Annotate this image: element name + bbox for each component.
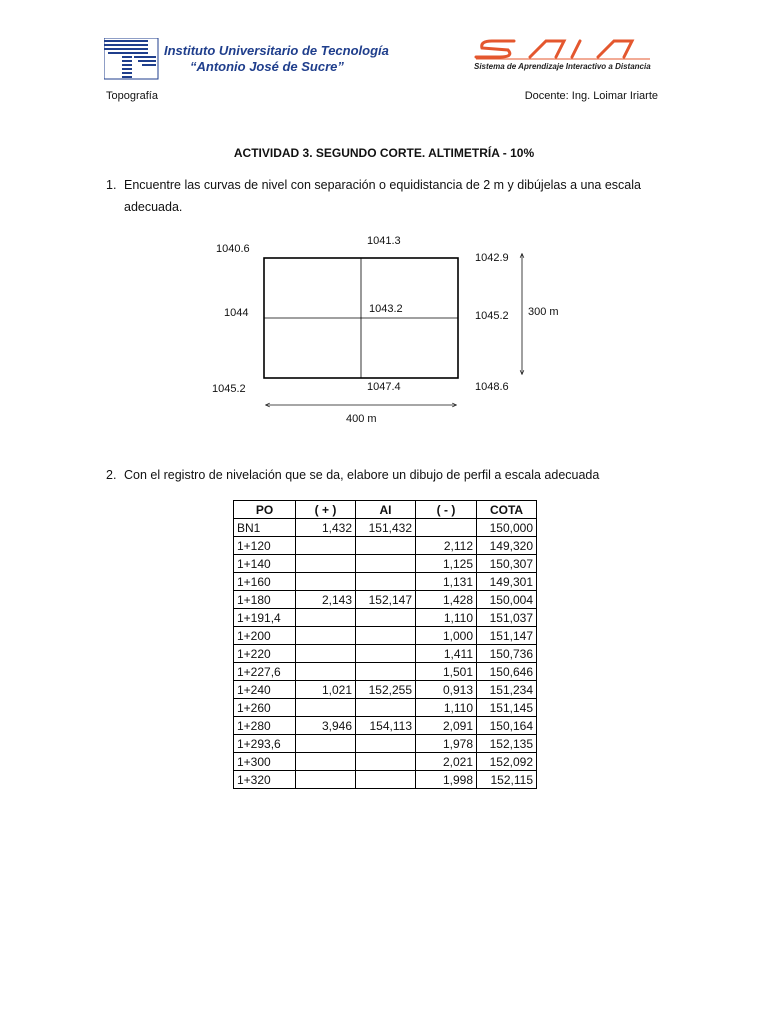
table-cell bbox=[296, 663, 356, 681]
elevation-mid-left: 1044 bbox=[224, 307, 249, 319]
teacher-label: Docente: Ing. Loimar Iriarte bbox=[524, 90, 658, 102]
height-label: 300 m bbox=[528, 306, 559, 318]
column-header-plus: ( + ) bbox=[296, 501, 356, 519]
table-row bbox=[234, 591, 537, 609]
table-row bbox=[234, 699, 537, 717]
table-cell bbox=[356, 735, 416, 753]
table-cell: 152,135 bbox=[477, 735, 537, 753]
table-cell: 149,320 bbox=[477, 537, 537, 555]
table-cell: 3,946 bbox=[296, 717, 356, 735]
table-cell: 151,432 bbox=[356, 519, 416, 537]
table-cell: 1+140 bbox=[234, 555, 296, 573]
table-cell bbox=[356, 537, 416, 555]
table-cell: 151,145 bbox=[477, 699, 537, 717]
table-cell: 1,998 bbox=[416, 771, 477, 789]
table-cell: BN1 bbox=[234, 519, 296, 537]
table-row bbox=[234, 771, 537, 789]
table-cell: 1+293,6 bbox=[234, 735, 296, 753]
table-cell: 150,164 bbox=[477, 717, 537, 735]
table-cell: 152,255 bbox=[356, 681, 416, 699]
table-cell bbox=[356, 753, 416, 771]
table-cell bbox=[296, 573, 356, 591]
table-cell bbox=[356, 627, 416, 645]
elevation-bottom-mid: 1047.4 bbox=[367, 381, 401, 393]
table-cell: 2,091 bbox=[416, 717, 477, 735]
table-cell bbox=[296, 771, 356, 789]
table-cell: 151,147 bbox=[477, 627, 537, 645]
table-row bbox=[234, 573, 537, 591]
elevation-top-right: 1042.9 bbox=[475, 252, 509, 264]
table-cell: 150,004 bbox=[477, 591, 537, 609]
table-cell: 1,125 bbox=[416, 555, 477, 573]
table-cell: 1+260 bbox=[234, 699, 296, 717]
table-cell bbox=[296, 735, 356, 753]
table-row bbox=[234, 555, 537, 573]
table-cell bbox=[296, 699, 356, 717]
table-row bbox=[234, 537, 537, 555]
table-row bbox=[234, 519, 537, 537]
table-cell: 1,131 bbox=[416, 573, 477, 591]
table-row bbox=[234, 609, 537, 627]
table-cell: 2,143 bbox=[296, 591, 356, 609]
table-header-row bbox=[234, 501, 537, 519]
table-cell bbox=[356, 663, 416, 681]
table-cell bbox=[296, 555, 356, 573]
saia-logo-icon bbox=[474, 38, 654, 60]
table-cell: 1+220 bbox=[234, 645, 296, 663]
table-cell: 1+227,6 bbox=[234, 663, 296, 681]
institution-name: Instituto Universitario de Tecnología bbox=[164, 43, 389, 58]
table-cell: 1+191,4 bbox=[234, 609, 296, 627]
table-cell bbox=[296, 753, 356, 771]
table-row bbox=[234, 663, 537, 681]
institute-logo-icon bbox=[104, 38, 160, 80]
table-cell bbox=[296, 645, 356, 663]
table-cell bbox=[356, 609, 416, 627]
table-cell: 150,307 bbox=[477, 555, 537, 573]
table-cell: 150,736 bbox=[477, 645, 537, 663]
table-row bbox=[234, 627, 537, 645]
table-cell bbox=[356, 645, 416, 663]
subject-label: Topografía bbox=[106, 90, 158, 102]
table-cell bbox=[296, 537, 356, 555]
table-row bbox=[234, 735, 537, 753]
table-cell: 1,501 bbox=[416, 663, 477, 681]
table-cell: 150,646 bbox=[477, 663, 537, 681]
table-cell: 1,110 bbox=[416, 699, 477, 717]
elevation-bottom-left: 1045.2 bbox=[212, 383, 246, 395]
table-cell: 1+280 bbox=[234, 717, 296, 735]
saia-subtitle: Sistema de Aprendizaje Interactivo a Distancia bbox=[474, 62, 651, 71]
table-cell: 150,000 bbox=[477, 519, 537, 537]
elevation-grid-diagram bbox=[200, 228, 580, 438]
table-row bbox=[234, 645, 537, 663]
table-cell bbox=[416, 519, 477, 537]
table-cell: 1+320 bbox=[234, 771, 296, 789]
table-cell: 152,092 bbox=[477, 753, 537, 771]
table-cell bbox=[356, 699, 416, 717]
table-cell: 152,147 bbox=[356, 591, 416, 609]
table-cell bbox=[356, 555, 416, 573]
column-header-ai: AI bbox=[356, 501, 416, 519]
table-cell: 1+120 bbox=[234, 537, 296, 555]
question-1 bbox=[106, 174, 666, 218]
column-header-minus: ( - ) bbox=[416, 501, 477, 519]
page-title: ACTIVIDAD 3. SEGUNDO CORTE. ALTIMETRÍA - 10% bbox=[233, 146, 535, 160]
question-1-text: Encuentre las curvas de nivel con separación o equidistancia de 2 m y dibújelas a una escala adecuada. bbox=[124, 178, 641, 214]
table-row bbox=[234, 681, 537, 699]
table-cell: 1,021 bbox=[296, 681, 356, 699]
table-cell bbox=[356, 771, 416, 789]
table-body bbox=[234, 519, 537, 789]
elevation-mid-right: 1045.2 bbox=[475, 310, 509, 322]
table-cell: 2,112 bbox=[416, 537, 477, 555]
table-cell: 1,978 bbox=[416, 735, 477, 753]
table-cell: 1+300 bbox=[234, 753, 296, 771]
table-cell: 151,037 bbox=[477, 609, 537, 627]
elevation-center: 1043.2 bbox=[369, 303, 403, 315]
table-cell: 1,428 bbox=[416, 591, 477, 609]
question-2 bbox=[106, 464, 666, 486]
question-2-text: Con el registro de nivelación que se da, elabore un dibujo de perfil a escala adecuada bbox=[124, 468, 600, 482]
table-row bbox=[234, 717, 537, 735]
table-cell: 1+240 bbox=[234, 681, 296, 699]
table-cell bbox=[296, 609, 356, 627]
table-cell: 0,913 bbox=[416, 681, 477, 699]
table-cell: 1,110 bbox=[416, 609, 477, 627]
table-cell: 151,234 bbox=[477, 681, 537, 699]
table-cell: 1,432 bbox=[296, 519, 356, 537]
table-cell: 1,000 bbox=[416, 627, 477, 645]
table-cell: 1,411 bbox=[416, 645, 477, 663]
elevation-top-left: 1040.6 bbox=[216, 243, 250, 255]
table-cell: 152,115 bbox=[477, 771, 537, 789]
elevation-top-mid: 1041.3 bbox=[367, 235, 401, 247]
institution-subname: “Antonio José de Sucre” bbox=[190, 59, 344, 74]
column-header-po: PO bbox=[234, 501, 296, 519]
table-cell: 1+200 bbox=[234, 627, 296, 645]
table-cell: 2,021 bbox=[416, 753, 477, 771]
table-cell: 1+160 bbox=[234, 573, 296, 591]
leveling-table bbox=[233, 500, 537, 789]
table-cell bbox=[296, 627, 356, 645]
table-cell: 154,113 bbox=[356, 717, 416, 735]
table-cell: 1+180 bbox=[234, 591, 296, 609]
question-1-number: 1. bbox=[106, 178, 117, 192]
table-row bbox=[234, 753, 537, 771]
question-2-number: 2. bbox=[106, 468, 117, 482]
width-label: 400 m bbox=[346, 413, 377, 425]
column-header-cota: COTA bbox=[477, 501, 537, 519]
table-cell: 149,301 bbox=[477, 573, 537, 591]
table-cell bbox=[356, 573, 416, 591]
elevation-bottom-right: 1048.6 bbox=[475, 381, 509, 393]
